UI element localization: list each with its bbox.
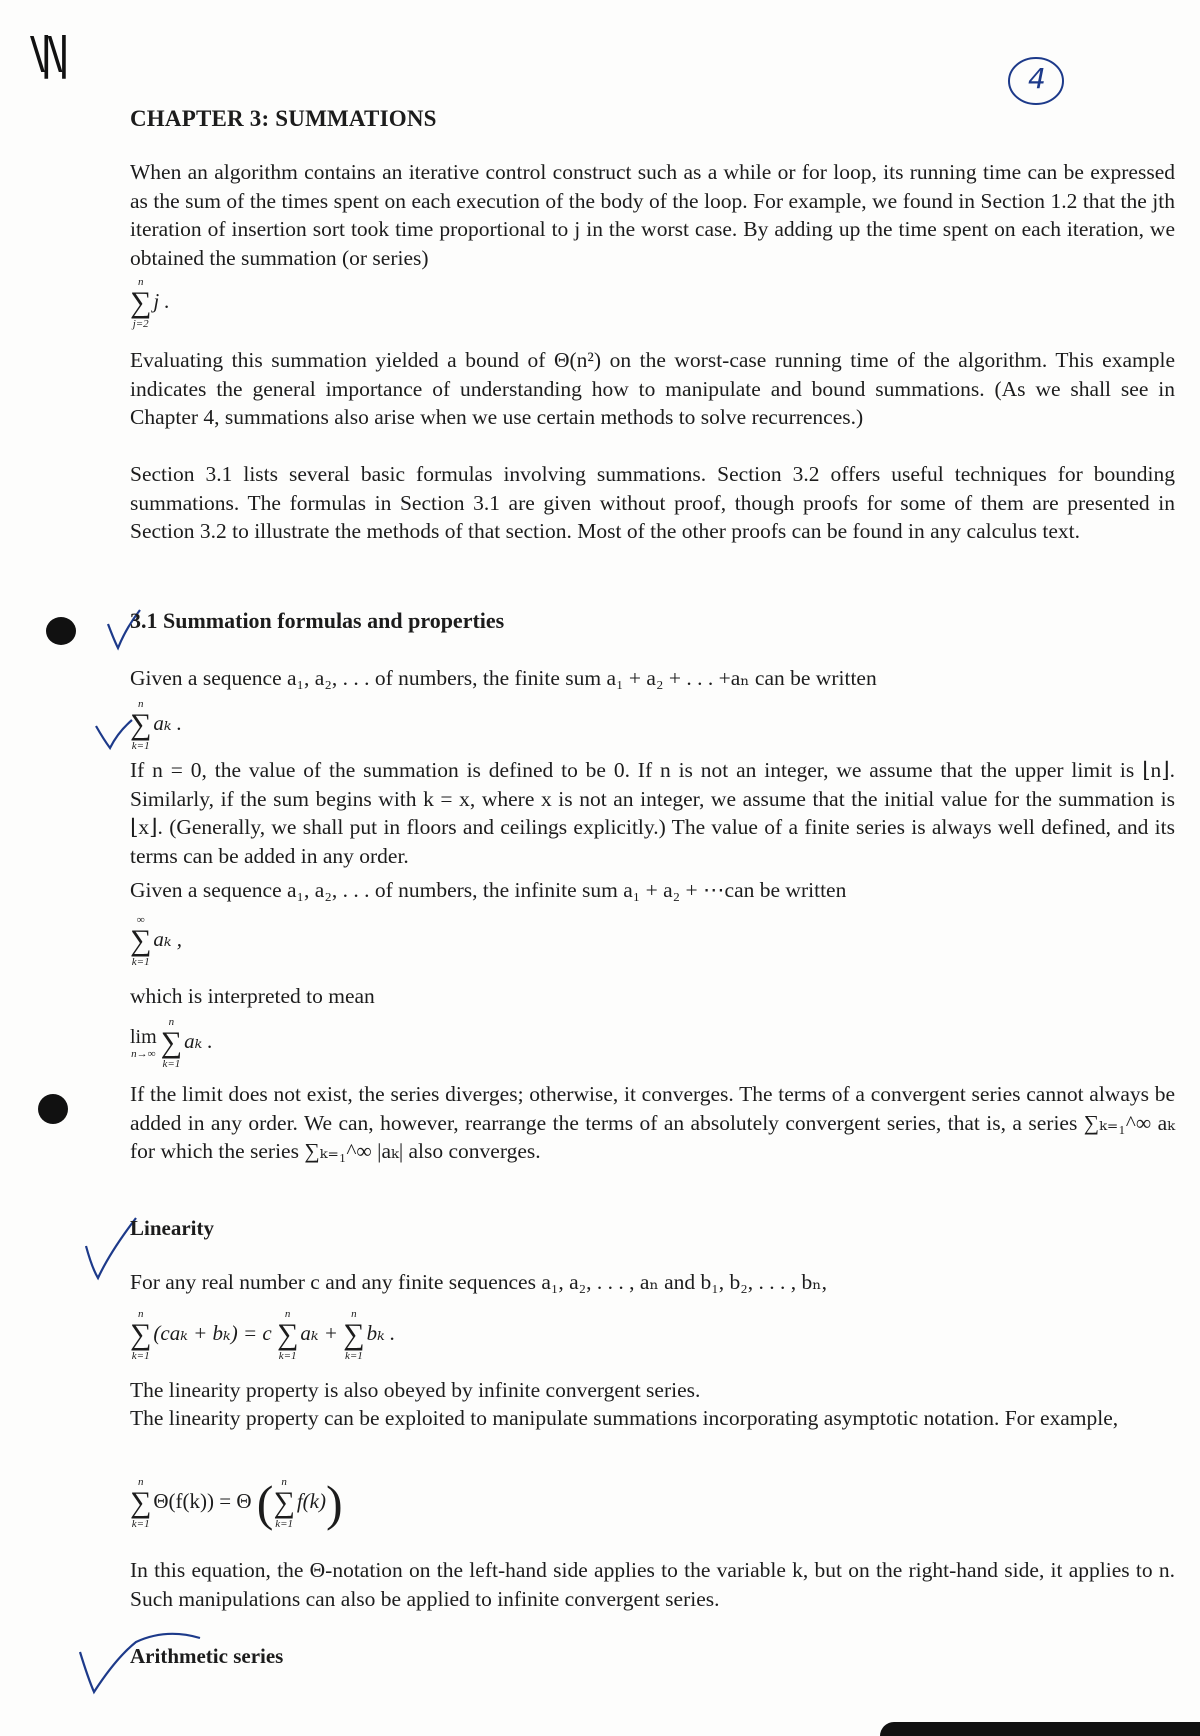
equation-linearity: n ∑ k=1 (caₖ + bₖ) = c n ∑ k=1 aₖ + n ∑ k=1 bₖ . — [130, 1308, 396, 1362]
linearity-title: Linearity — [130, 1216, 214, 1240]
equation-sum-j: n ∑ j=2 j . — [130, 276, 170, 330]
sec31-paragraph-5: If the limit does not exist, the series diverges; otherwise, it converges. The terms of a convergent series cannot always be added in any order. We can, however, rearrange the terms of an absolutely convergent series, that is, a series ∑ₖ₌₁^∞ aₖ for which the series ∑ₖ₌₁^∞ |aₖ| also converges. — [130, 1082, 1175, 1163]
chapter-title: CHAPTER 3: SUMMATIONS — [130, 106, 437, 131]
equation-limit: lim n→∞ n ∑ k=1 aₖ . — [130, 1016, 213, 1070]
intro-paragraph-2: Evaluating this summation yielded a bound of Θ(n²) on the worst-case running time of the algorithm. This example indicates the general importance of understanding how to manipulate and bound summations. (As we shall see in Chapter 4, summations also arise when we use certain methods to solve recurrences.) — [130, 348, 1175, 429]
tally-mark: \|\| — [30, 28, 66, 79]
bullet-dot-icon — [38, 1094, 68, 1124]
sec31-paragraph-2: If n = 0, the value of the summation is defined to be 0. If n is not an integer, we assume that the upper limit is ⌊n⌋. Similarly, if the sum begins with k = x, where x is not an integer, we assume that the initial value for the summation is ⌊x⌋. (Generally, we shall put in floors and ceilings explicitly.) The value of a finite series is always well defined, and its terms can be added in any order. — [130, 758, 1175, 868]
linearity-line-1: For any real number c and any finite sequences a₁, a₂, . . . , aₙ and b₁, b₂, . . . , bₙ, — [130, 1270, 827, 1294]
section-31-title: 3.1 Summation formulas and properties — [130, 608, 505, 633]
sec31-line-3: Given a sequence a₁, a₂, . . . of numbers, the infinite sum a₁ + a₂ + ⋯can be written — [130, 878, 847, 902]
sec31-line-4: which is interpreted to mean — [130, 984, 375, 1008]
arithmetic-series-title: Arithmetic series — [130, 1644, 284, 1668]
equation-finite-sum: n ∑ k=1 aₖ . — [130, 698, 183, 752]
intro-paragraph-3: Section 3.1 lists several basic formulas involving summations. Section 3.2 offers useful techniques for bounding summations. The formulas in Section 3.1 are given without proof, though proofs for some of them are presented in Section 3.2 to illustrate the methods of that section. Most of the other proofs can be found in any calculus text. — [130, 462, 1175, 543]
circled-page-number: 4 — [1028, 62, 1046, 95]
intro-paragraph-1: When an algorithm contains an iterative control construct such as a while or for loop, its running time can be expressed as the sum of the times spent on each execution of the body of the loop. For example, we found in Section 1.2 that the jth iteration of insertion sort took time proportional to j in the worst case. By adding up the time spent on each iteration, we obtained the summation (or series) — [130, 160, 1175, 270]
bullet-dot-icon — [46, 617, 76, 645]
equation-asymptotic: n ∑ k=1 Θ(f(k)) = Θ ( n ∑ k=1 f(k)) — [130, 1475, 343, 1531]
linearity-paragraph-3: The linearity property can be exploited to manipulate summations incorporating asymptotic notation. For example, — [130, 1406, 1119, 1430]
page-edge-shadow — [880, 1722, 1200, 1736]
sec31-line-1: Given a sequence a₁, a₂, . . . of numbers, the finite sum a₁ + a₂ + . . . +aₙ can be written — [130, 666, 877, 690]
equation-infinite-sum: ∞ ∑ k=1 aₖ , — [130, 914, 183, 968]
linearity-line-2: The linearity property is also obeyed by infinite convergent series. — [130, 1378, 701, 1402]
linearity-paragraph-4: In this equation, the Θ-notation on the left-hand side applies to the variable k, but on the right-hand side, it applies to n. Such manipulations can also be applied to infinite convergent series. — [130, 1558, 1175, 1611]
